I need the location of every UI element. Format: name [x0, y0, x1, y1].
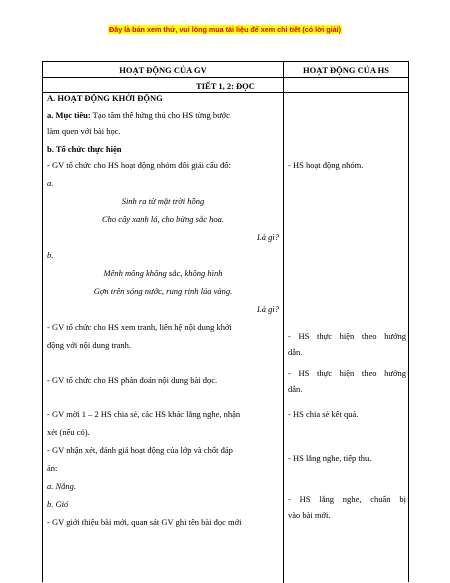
- riddle-b-question: Là gì?: [257, 304, 279, 314]
- header-hs: HOẠT ĐỘNG CỦA HS: [302, 65, 390, 75]
- hs-step-6: - HS lắng nghe, chuẩn bị: [288, 494, 406, 504]
- lesson-subheader: TIẾT 1, 2: ĐỌC: [196, 81, 255, 91]
- header-divider: [43, 77, 408, 78]
- hs-step-4: - HS chia sẻ kết quả.: [288, 409, 359, 419]
- gv-step-2: - GV tổ chức cho HS xem tranh, liên hệ nội dung khởi: [47, 322, 232, 332]
- hs-step-6-cont: vào bài mới.: [288, 510, 331, 520]
- riddle-a-question: Là gì?: [257, 232, 279, 242]
- lesson-table: [42, 61, 409, 582]
- column-divider: [283, 62, 284, 583]
- gv-step-1: - GV tổ chức cho HS hoạt động nhóm đôi giải câu đố:: [47, 160, 231, 170]
- riddle-b-line-2: Gợn trên sóng nước, rung rinh lúa vàng.: [93, 286, 233, 296]
- riddle-a-line-2: Cho cây xanh lá, cho bừng sắc hoa.: [102, 214, 224, 224]
- hs-step-3-cont: dẫn.: [288, 384, 303, 394]
- hs-step-2: - HS thực hiện theo hướng: [288, 331, 406, 341]
- gv-step-4: - GV mời 1 – 2 HS chia sẻ, các HS khác lắng nghe, nhận: [47, 409, 241, 419]
- hs-step-2-cont: dẫn.: [288, 347, 303, 357]
- riddle-a-label: a.: [47, 178, 54, 188]
- answer-b: b. Gió: [47, 499, 69, 509]
- riddle-b-label: b.: [47, 250, 54, 260]
- objective-label: a. Mục tiêu:: [47, 110, 91, 120]
- gv-step-3: - GV tổ chức cho HS phán đoán nội dung bài đọc.: [47, 375, 218, 385]
- gv-step-5: - GV nhận xét, đánh giá hoạt động của lớp và chốt đáp: [47, 445, 233, 455]
- gv-step-2-cont: động với nội dung tranh.: [47, 340, 132, 350]
- answer-a: a. Nắng.: [47, 481, 77, 491]
- gv-step-4-cont: xét (nếu có).: [47, 427, 90, 437]
- preview-banner-text: Đây là bản xem thử, vui lòng mua tài liệu để xem chi tiết (có lời giải): [109, 25, 341, 34]
- section-a-title: A. HOẠT ĐỘNG KHỞI ĐỘNG: [47, 93, 163, 103]
- objective-line: [47, 109, 230, 122]
- hs-step-5: - HS lắng nghe, tiếp thu.: [288, 453, 372, 463]
- hs-step-3: - HS thực hiện theo hướng: [288, 368, 406, 378]
- hs-step-1: - HS hoạt động nhóm.: [288, 160, 364, 170]
- riddle-b-line-1: Mênh mông không sắc, không hình: [103, 268, 223, 278]
- gv-step-5-cont: án:: [47, 463, 58, 473]
- objective-text: Tạo tâm thế hứng thú cho HS từng bước: [90, 110, 230, 120]
- gv-step-6: - GV giới thiệu bài mới, quan sát GV ghi tên bài đọc mới: [47, 517, 242, 527]
- header-gv: HOẠT ĐỘNG CỦA GV: [119, 65, 207, 75]
- organization-title: b. Tổ chức thực hiện: [47, 144, 122, 154]
- preview-banner: [0, 25, 450, 34]
- riddle-a-line-1: Sinh ra từ mặt trời hồng: [121, 196, 205, 206]
- objective-text-cont: làm quen với bài học.: [47, 126, 121, 136]
